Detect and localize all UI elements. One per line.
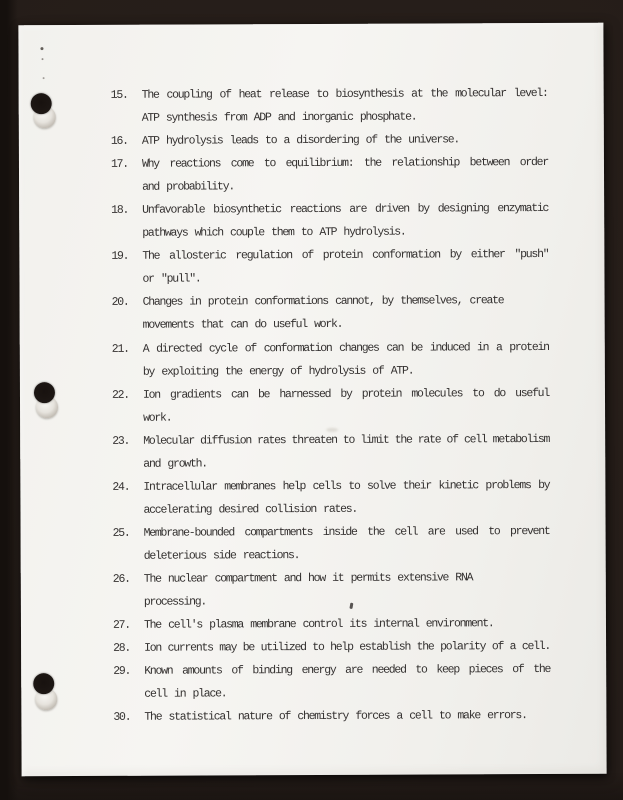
item-lines	[142, 151, 548, 199]
list-item	[112, 474, 549, 522]
list-item	[112, 289, 549, 337]
list-item	[111, 82, 548, 130]
item-lines	[144, 612, 550, 637]
item-line: movements that can do useful work.	[142, 318, 343, 333]
item-line: The statistical nature of chemistry forces a cell to make errors.	[144, 709, 527, 725]
list-item	[112, 428, 549, 476]
item-line: Ion currents may be utilized to help establish the polarity of a cell.	[144, 640, 551, 655]
item-line: The allosteric regulation of protein conformation by either "push"	[142, 248, 549, 264]
item-number: 19.	[111, 250, 129, 264]
item-line: and growth.	[143, 457, 207, 471]
item-line: Changes in protein conformations cannot, by themselves, create	[142, 294, 504, 310]
item-line: and probability.	[142, 180, 235, 194]
item-line: by exploiting the energy of hydrolysis of ATP.	[142, 364, 414, 379]
list-item	[111, 197, 548, 245]
item-line: work.	[143, 411, 172, 425]
item-line: ATP synthesis from ADP and inorganic phosphate.	[141, 110, 417, 125]
list-item	[111, 151, 548, 199]
punch-hole-bottom	[33, 673, 54, 694]
item-line: accelerating desired collision rates.	[143, 502, 358, 517]
item-lines	[144, 658, 550, 706]
item-line: Ion gradients can be harnessed by protein molecules to do useful	[142, 386, 550, 402]
punch-hole-middle	[34, 382, 55, 403]
item-line: Unfavorable biosynthetic reactions are driven by designing enzymatic	[142, 202, 549, 217]
list-item	[113, 520, 550, 568]
paper-page	[18, 23, 606, 777]
item-lines	[144, 520, 550, 568]
item-line: The cell's plasma membrane control its internal environment.	[143, 617, 494, 632]
item-lines	[142, 197, 548, 245]
item-number: 25.	[112, 526, 130, 540]
item-number: 15.	[110, 88, 128, 102]
paper-speck	[43, 77, 45, 79]
item-line: Intracellular membranes help cells to solve their kinetic problems by	[143, 478, 550, 494]
item-line: or "pull".	[142, 272, 201, 287]
list-item	[112, 382, 549, 430]
item-line: pathways which couple them to ATP hydrolysis.	[142, 225, 406, 241]
paper-speck	[40, 47, 43, 50]
item-lines	[144, 704, 550, 729]
item-number: 21.	[111, 342, 129, 356]
item-number: 26.	[112, 572, 130, 586]
list-item	[113, 635, 550, 660]
item-number: 16.	[110, 134, 128, 148]
punch-hole-top	[31, 93, 52, 114]
list-item	[113, 658, 550, 706]
item-line: The coupling of heat release to biosynthesis at the molecular level:	[141, 86, 548, 102]
item-lines	[143, 474, 549, 522]
list-item	[113, 612, 550, 637]
item-number: 22.	[111, 388, 129, 402]
item-number: 29.	[113, 664, 131, 679]
paper-speck	[42, 58, 44, 60]
item-line: Why reactions come to equilibrium: the relationship between order	[141, 156, 548, 171]
item-lines	[142, 243, 548, 291]
item-lines	[144, 566, 550, 614]
item-number: 20.	[111, 296, 129, 310]
item-lines	[142, 128, 548, 153]
item-line: Molecular diffusion rates threaten to limit the rate of cell metabolism	[143, 432, 550, 448]
list-item	[112, 335, 549, 383]
item-number: 28.	[113, 641, 131, 655]
item-number: 24.	[112, 480, 130, 494]
list-item	[111, 128, 548, 153]
item-line: Known amounts of binding energy are needed to keep pieces of the	[144, 663, 551, 678]
item-lines	[144, 635, 550, 660]
item-line: ATP hydrolysis leads to a disordering of the universe.	[141, 133, 460, 148]
item-line: deleterious side reactions.	[143, 548, 300, 563]
item-number: 17.	[110, 157, 128, 172]
item-line: The nuclear compartment and how it permits extensive RNA	[143, 571, 473, 586]
item-number: 30.	[113, 711, 131, 725]
item-lines	[143, 382, 549, 430]
item-line: Membrane-bounded compartments inside the cell are used to prevent	[143, 524, 550, 540]
item-number: 23.	[112, 434, 130, 448]
item-line: A directed cycle of conformation changes can be induced in a protein	[142, 340, 549, 356]
item-line: cell in place.	[144, 687, 227, 701]
item-lines	[142, 82, 548, 130]
item-line: processing.	[143, 595, 207, 609]
item-number: 18.	[111, 204, 129, 218]
item-lines	[143, 335, 549, 383]
list-item	[111, 243, 548, 291]
list-item	[113, 704, 550, 729]
numbered-list	[111, 82, 551, 729]
item-lines	[143, 428, 549, 476]
item-lines	[143, 289, 549, 337]
item-number: 27.	[112, 618, 130, 632]
list-item	[113, 566, 550, 614]
